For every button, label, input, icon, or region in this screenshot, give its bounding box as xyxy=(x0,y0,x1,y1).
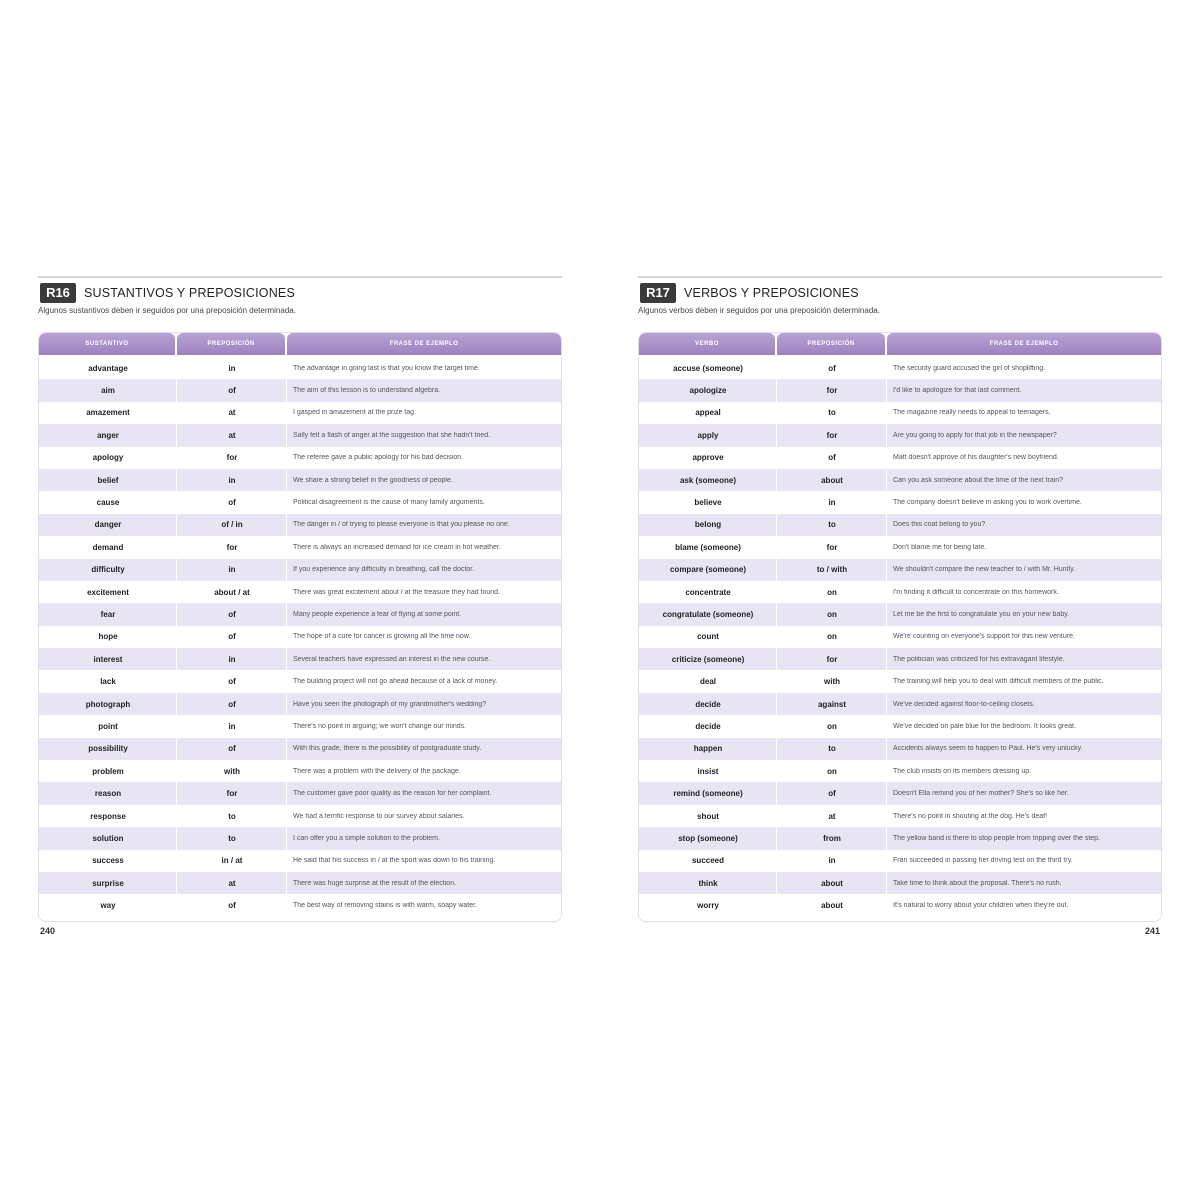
preposition-cell: about / at xyxy=(214,587,250,597)
preposition-cell: in xyxy=(228,475,236,485)
preposition-cell: of xyxy=(228,699,236,709)
table-row xyxy=(639,469,1161,491)
word-cell: lack xyxy=(100,677,116,687)
word-cell: deal xyxy=(699,677,716,687)
table-row xyxy=(39,581,561,603)
preposition-cell: of xyxy=(828,453,836,463)
table-header xyxy=(639,333,1161,355)
preposition-cell: in xyxy=(228,654,236,664)
preposition-cell: of xyxy=(828,789,836,799)
table-row xyxy=(39,850,561,872)
preposition-cell: on xyxy=(827,587,837,597)
table-row xyxy=(639,514,1161,536)
example-cell: I gasped in amazement at the prize tag. xyxy=(293,409,416,417)
example-cell: There's no point in arguing; we won't change our minds. xyxy=(293,722,467,730)
example-cell: Have you seen the photograph of my grandmother's wedding? xyxy=(293,700,487,708)
word-cell: hope xyxy=(98,632,118,642)
table-row xyxy=(39,894,561,916)
preposition-cell: to xyxy=(828,744,836,754)
verbs-prepositions-table xyxy=(638,332,1162,922)
table-row xyxy=(639,379,1161,401)
preposition-cell: in xyxy=(228,721,236,731)
section-code-badge: R16 xyxy=(40,283,76,303)
preposition-cell: for xyxy=(826,430,838,440)
table-row xyxy=(639,850,1161,872)
table-row xyxy=(639,805,1161,827)
preposition-cell: of xyxy=(228,632,236,642)
page-number: 240 xyxy=(40,926,56,936)
table-row xyxy=(639,738,1161,760)
table-row xyxy=(639,782,1161,804)
word-cell: count xyxy=(697,632,719,642)
preposition-cell: for xyxy=(226,542,238,552)
example-cell: He said that his success in / at the sport was down to his training. xyxy=(293,857,496,865)
column-header-noun: SUSTANTIVO xyxy=(39,333,175,355)
example-cell: Political disagreement is the cause of many family arguments. xyxy=(293,499,485,507)
preposition-cell: of / in xyxy=(221,520,243,530)
word-cell: demand xyxy=(92,542,124,552)
preposition-cell: with xyxy=(824,677,840,687)
table-row xyxy=(39,357,561,379)
table-body xyxy=(39,357,561,917)
word-cell: fear xyxy=(100,609,116,619)
table-row xyxy=(639,536,1161,558)
preposition-cell: of xyxy=(228,677,236,687)
example-cell: We had a terrific response to our survey about salaries. xyxy=(293,812,465,820)
table-row xyxy=(639,402,1161,424)
section-title: SUSTANTIVOS Y PREPOSICIONES xyxy=(84,286,296,300)
example-cell: There's no point in shouting at the dog. He's deaf! xyxy=(893,812,1048,820)
example-cell: There was great excitement about / at the treasure they had found. xyxy=(293,588,501,596)
table-row xyxy=(639,670,1161,692)
word-cell: possibility xyxy=(88,744,128,754)
preposition-cell: to xyxy=(228,833,236,843)
word-cell: reason xyxy=(94,789,122,799)
table-row xyxy=(39,782,561,804)
example-cell: It's natural to worry about your children when they're out. xyxy=(893,902,1069,910)
word-cell: insist xyxy=(697,766,719,776)
table-row xyxy=(39,379,561,401)
preposition-cell: of xyxy=(828,363,836,373)
table-row xyxy=(639,357,1161,379)
nouns-prepositions-table xyxy=(38,332,562,922)
example-cell: We share a strong belief in the goodness of people. xyxy=(293,476,453,484)
preposition-cell: of xyxy=(228,498,236,508)
preposition-cell: in xyxy=(828,498,836,508)
example-cell: We shouldn't compare the new teacher to / with Mr. Huntly. xyxy=(893,566,1075,574)
word-cell: belief xyxy=(97,475,119,485)
word-cell: shout xyxy=(697,811,719,821)
example-cell: Can you ask someone about the time of the next train? xyxy=(893,476,1064,484)
word-cell: accuse (someone) xyxy=(673,363,743,373)
table-row xyxy=(39,424,561,446)
preposition-cell: of xyxy=(228,744,236,754)
example-cell: The danger in / of trying to please everyone is that you please no one. xyxy=(293,521,510,529)
table-row xyxy=(39,805,561,827)
word-cell: way xyxy=(100,901,116,911)
table-row xyxy=(639,894,1161,916)
example-cell: The customer gave poor quality as the reason for her complaint. xyxy=(293,790,492,798)
word-cell: happen xyxy=(693,744,723,754)
table-row xyxy=(39,402,561,424)
table-row xyxy=(639,827,1161,849)
column-header-example: FRASE DE EJEMPLO xyxy=(887,333,1161,355)
page-number: 241 xyxy=(1144,926,1160,936)
example-cell: The hope of a cure for cancer is growing all the time now. xyxy=(293,633,471,641)
example-cell: I'd like to apologize for that last comment. xyxy=(893,387,1022,395)
preposition-cell: to xyxy=(828,520,836,530)
example-cell: Take time to think about the proposal. There's no rush. xyxy=(893,879,1062,887)
table-row xyxy=(639,603,1161,625)
preposition-cell: at xyxy=(228,430,236,440)
preposition-cell: to xyxy=(228,811,236,821)
table-row xyxy=(639,760,1161,782)
table-row xyxy=(639,581,1161,603)
example-cell: Doesn't Ella remind you of her mother? She's so like her. xyxy=(893,790,1069,798)
section-code-badge: R17 xyxy=(640,283,676,303)
section-subtitle: Algunos verbos deben ir seguidos por una preposición determinada. xyxy=(638,306,880,315)
table-row xyxy=(39,670,561,692)
table-row xyxy=(639,559,1161,581)
preposition-cell: about xyxy=(821,475,843,485)
word-cell: amazement xyxy=(86,408,130,418)
preposition-cell: of xyxy=(228,609,236,619)
table-row xyxy=(39,469,561,491)
preposition-cell: on xyxy=(827,632,837,642)
preposition-cell: for xyxy=(826,386,838,396)
word-cell: aim xyxy=(101,386,115,396)
table-row xyxy=(39,603,561,625)
preposition-cell: for xyxy=(826,654,838,664)
table-row xyxy=(639,872,1161,894)
word-cell: criticize (someone) xyxy=(671,654,745,664)
table-row xyxy=(639,447,1161,469)
word-cell: decide xyxy=(695,721,721,731)
example-cell: Accidents always seem to happen to Paul. He's very unlucky. xyxy=(893,745,1083,753)
preposition-cell: at xyxy=(228,878,236,888)
word-cell: approve xyxy=(692,453,724,463)
word-cell: decide xyxy=(695,699,721,709)
example-cell: The company doesn't believe in asking you to work overtime. xyxy=(893,499,1082,507)
preposition-cell: with xyxy=(224,766,240,776)
preposition-cell: for xyxy=(226,453,238,463)
word-cell: danger xyxy=(94,520,122,530)
table-row xyxy=(39,491,561,513)
section-title: VERBOS Y PREPOSICIONES xyxy=(684,286,859,300)
word-cell: point xyxy=(98,721,118,731)
word-cell: cause xyxy=(96,498,120,508)
preposition-cell: of xyxy=(228,901,236,911)
example-cell: Let me be the first to congratulate you on your new baby. xyxy=(893,610,1070,618)
example-cell: The best way of removing stains is with warm, soapy water. xyxy=(293,902,478,910)
word-cell: advantage xyxy=(88,363,128,373)
table-row xyxy=(39,738,561,760)
table-row xyxy=(639,715,1161,737)
preposition-cell: for xyxy=(826,542,838,552)
word-cell: response xyxy=(90,811,126,821)
preposition-cell: against xyxy=(817,699,846,709)
table-row xyxy=(39,648,561,670)
table-row xyxy=(39,715,561,737)
example-cell: Fran succeeded in passing her driving test on the third try. xyxy=(893,857,1073,865)
example-cell: The politician was criticized for his extravagant lifestyle. xyxy=(893,655,1065,663)
example-cell: The magazine really needs to appeal to teenagers. xyxy=(893,409,1051,417)
column-header-example: FRASE DE EJEMPLO xyxy=(287,333,561,355)
example-cell: The club insists on its members dressing up. xyxy=(893,767,1032,775)
word-cell: problem xyxy=(92,766,124,776)
table-row xyxy=(39,693,561,715)
table-row xyxy=(39,827,561,849)
table-row xyxy=(639,424,1161,446)
word-cell: anger xyxy=(97,430,119,440)
table-row xyxy=(639,491,1161,513)
word-cell: success xyxy=(92,856,124,866)
example-cell: The training will help you to deal with difficult members of the public. xyxy=(893,678,1104,686)
table-row xyxy=(39,559,561,581)
example-cell: If you experience any difficulty in breathing, call the doctor. xyxy=(293,566,475,574)
preposition-cell: to xyxy=(828,408,836,418)
example-cell: We're counting on everyone's support for this new venture. xyxy=(893,633,1075,641)
preposition-cell: on xyxy=(827,609,837,619)
word-cell: solution xyxy=(92,833,124,843)
example-cell: We've decided on pale blue for the bedroom. It looks great. xyxy=(893,722,1076,730)
preposition-cell: in xyxy=(828,856,836,866)
word-cell: ask (someone) xyxy=(679,475,737,485)
table-header xyxy=(39,333,561,355)
example-cell: Many people experience a fear of flying at some point. xyxy=(293,610,462,618)
example-cell: With this grade, there is the possibility of postgraduate study. xyxy=(293,745,482,753)
table-row xyxy=(39,872,561,894)
word-cell: succeed xyxy=(691,856,725,866)
word-cell: appeal xyxy=(695,408,721,418)
section-subtitle: Algunos sustantivos deben ir seguidos por una preposición determinada. xyxy=(38,306,296,315)
preposition-cell: at xyxy=(828,811,836,821)
example-cell: We've decided against floor-to-ceiling closets. xyxy=(893,700,1035,708)
example-cell: There is always an increased demand for ice cream in hot weather. xyxy=(293,543,501,551)
example-cell: Are you going to apply for that job in the newspaper? xyxy=(893,431,1057,439)
preposition-cell: on xyxy=(827,721,837,731)
example-cell: There was huge surprise at the result of the election. xyxy=(293,879,457,887)
table-row xyxy=(639,648,1161,670)
word-cell: interest xyxy=(93,654,123,664)
example-cell: Matt doesn't approve of his daughter's new boyfriend. xyxy=(893,454,1059,462)
table-row xyxy=(639,693,1161,715)
word-cell: congratulate (someone) xyxy=(662,609,754,619)
word-cell: difficulty xyxy=(91,565,125,575)
example-cell: The building project will not go ahead because of a lack of money. xyxy=(293,678,498,686)
example-cell: The referee gave a public apology for his bad decision. xyxy=(293,454,464,462)
word-cell: worry xyxy=(697,901,719,911)
word-cell: belong xyxy=(694,520,722,530)
example-cell: Several teachers have expressed an interest in the new course. xyxy=(293,655,491,663)
preposition-cell: from xyxy=(823,833,841,843)
preposition-cell: about xyxy=(821,901,843,911)
column-divider xyxy=(886,355,887,921)
column-header-preposition: PREPOSICIÓN xyxy=(177,333,285,355)
column-header-verb: VERBO xyxy=(639,333,775,355)
preposition-cell: of xyxy=(228,386,236,396)
example-cell: There was a problem with the delivery of the package. xyxy=(293,767,461,775)
section-header xyxy=(638,276,1162,302)
column-divider xyxy=(776,355,777,921)
example-cell: I can offer you a simple solution to the problem. xyxy=(293,834,440,842)
column-divider xyxy=(286,355,287,921)
example-cell: The aim of this lesson is to understand algebra. xyxy=(293,387,441,395)
word-cell: concentrate xyxy=(685,587,731,597)
preposition-cell: for xyxy=(226,789,238,799)
word-cell: apply xyxy=(697,430,719,440)
table-row xyxy=(39,447,561,469)
word-cell: stop (someone) xyxy=(678,833,738,843)
preposition-cell: on xyxy=(827,766,837,776)
example-cell: The advantage in going last is that you know the target time. xyxy=(293,364,480,372)
word-cell: blame (someone) xyxy=(675,542,741,552)
word-cell: photograph xyxy=(85,699,131,709)
preposition-cell: in xyxy=(228,363,236,373)
column-divider xyxy=(176,355,177,921)
column-header-preposition: PREPOSICIÓN xyxy=(777,333,885,355)
table-row xyxy=(39,536,561,558)
word-cell: apology xyxy=(92,453,124,463)
word-cell: compare (someone) xyxy=(669,565,747,575)
table-row xyxy=(39,514,561,536)
example-cell: Does this coat belong to you? xyxy=(893,521,986,529)
table-row xyxy=(639,626,1161,648)
word-cell: think xyxy=(698,878,718,888)
example-cell: Sally felt a flash of anger at the suggestion that she hadn't tried. xyxy=(293,431,491,439)
table-row xyxy=(39,760,561,782)
example-cell: The yellow band is there to stop people from tripping over the step. xyxy=(893,834,1101,842)
example-cell: The security guard accused the girl of shoplifting. xyxy=(893,364,1046,372)
example-cell: I'm finding it difficult to concentrate on this homework. xyxy=(893,588,1059,596)
preposition-cell: in / at xyxy=(221,856,243,866)
word-cell: surprise xyxy=(92,878,124,888)
preposition-cell: in xyxy=(228,565,236,575)
table-row xyxy=(39,626,561,648)
section-header xyxy=(38,276,562,302)
word-cell: remind (someone) xyxy=(673,789,743,799)
preposition-cell: at xyxy=(228,408,236,418)
word-cell: excitement xyxy=(87,587,129,597)
example-cell: Don't blame me for being late. xyxy=(893,543,987,551)
preposition-cell: about xyxy=(821,878,843,888)
preposition-cell: to / with xyxy=(816,565,848,575)
word-cell: apologize xyxy=(689,386,727,396)
table-body xyxy=(639,357,1161,917)
word-cell: believe xyxy=(694,498,722,508)
